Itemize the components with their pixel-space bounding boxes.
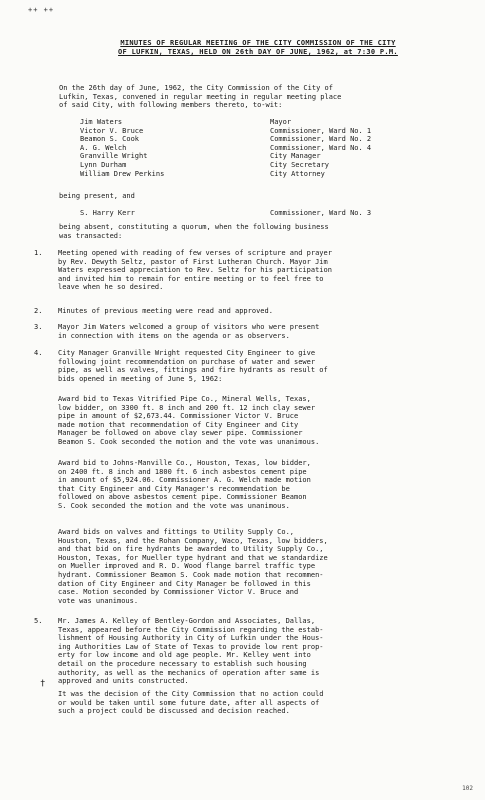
intro-paragraph: On the 26th day of June, 1962, the City Commission of the City of Lufkin, Texas, convened in regular meeting in regular meeting place of said City, with following members thereto, to-wit: [59,84,342,110]
member-name: Beamon S. Cook [80,135,140,144]
item-number: 1. [34,249,43,257]
minutes-title [78,39,438,56]
item-text: Meeting opened with reading of few verses of scripture and prayer by Rev. Dewyth Seltz, pastor of First Lutheran Church. Mayor Jim Waters expressed appreciation to Rev. Seltz for his participation and invited him to remain for entire meeting or to feel free to leave when he so desired. [58,249,332,292]
member-row [80,135,371,144]
item-text: Mr. James A. Kelley of Bentley-Gordon and Associates, Dallas, Texas, appeared before the City Commission regarding the estab- lishment of Housing Authority in City of Lufkin under the Hous- ing Authorities Law of State of Texas to provide low rent prop- erty for low income and old age people. Mr. Kelley went into detail on the procedure necessary to establish such housing authority, as well as the mechanics of operation after same is approved and units constructed. [58,617,324,686]
item-number: 5. [34,617,43,625]
member-row [80,161,371,170]
item-number: 2. [34,307,43,315]
members-present-list [80,118,371,178]
member-row [80,152,371,161]
member-name: Jim Waters [80,118,123,126]
member-name: A. G. Welch [80,143,127,152]
member-title: Commissioner, Ward No. 2 [270,135,372,144]
item-5-decision: It was the decision of the City Commission that no action could or would be taken until some future date, after all aspects of such a project could be discussed and decision reached. [58,690,324,716]
item-4-award-clay-pipe: Award bid to Texas Vitrified Pipe Co., Mineral Wells, Texas, low bidder, on 3300 ft. 8 inch and 200 ft. 12 inch clay sewer pipe in amount of $2,673.44. Commissioner Victor V. Bruce made motion that recommendation of City Engineer and City Manager be followed on above clay sewer pipe. Commissioner Beamon S. Cook seconded the motion and the vote was unanimous. [58,395,320,446]
quorum-text: being absent, constituting a quorum, when the following business was transacted: [59,223,329,240]
margin-mark: † [40,679,46,689]
present-text: being present, and [59,192,135,200]
member-row [80,118,371,127]
member-title: City Secretary [270,160,330,169]
title-line-2: OF LUFKIN, TEXAS, HELD ON 26th DAY OF JUNE, 1962, at 7:30 P.M. [118,47,398,56]
member-name: Granville Wright [80,152,148,161]
item-text: City Manager Granville Wright requested City Engineer to give following joint recommendation on purchase of water and sewer pipe, as well as valves, fittings and fire hydrants as result of bids opened in meeting of June 5, 1962: [58,349,328,383]
item-number: 3. [34,323,43,331]
item-4-award-valves-hydrants: Award bids on valves and fittings to Utility Supply Co., Houston, Texas, and the Rohan Company, Waco, Texas, low bidders, and that bid on fire hydrants be awarded to Utility Supply Co., Houston, Texas, for Mueller type hydrant and that we standardize on Mueller improved and R. D. Wood flange barrel traffic type hydrant. Commissioner Beamon S. Cook made motion that recommen- dation of City Engineer and City Manager be followed in this case. Motion seconded by Commissioner Victor V. Bruce and vote was unanimous. [58,528,328,605]
header-mark: ++ ++ [28,6,55,14]
member-title: City Manager [270,152,321,161]
member-row [80,127,371,136]
member-title: Commissioner, Ward No. 4 [270,143,372,152]
absent-member-title: Commissioner, Ward No. 3 [270,209,372,217]
member-title: City Attorney [270,169,325,178]
member-row [80,144,371,153]
member-row [80,170,371,179]
absent-member-name: S. Harry Kerr [80,209,135,217]
member-name: William Drew Perkins [80,169,165,178]
member-name: Lynn Durham [80,160,127,169]
page-footer-number: 102 [462,785,473,793]
member-title: Commissioner, Ward No. 1 [270,126,372,135]
item-text: Minutes of previous meeting were read and approved. [58,307,273,315]
absent-member-row [80,209,371,218]
member-title: Mayor [270,118,292,126]
item-number: 4. [34,349,43,357]
member-name: Victor V. Bruce [80,126,144,135]
item-4-award-asbestos-pipe: Award bid to Johns-Manville Co., Houston, Texas, low bidder, on 2400 ft. 8 inch and 1800 ft. 6 inch asbestos cement pipe in amount of $5,924.06. Commissioner A. G. Welch made motion that City Engineer and City Manager's recommendation be followed on above asbestos cement pipe. Commissioner Beamon S. Cook seconded the motion and the vote was unanimous. [58,459,311,510]
title-line-1: MINUTES OF REGULAR MEETING OF THE CITY COMMISSION OF THE CITY [120,39,396,47]
item-text: Mayor Jim Waters welcomed a group of visitors who were present in connection with items on the agenda or as observers. [58,323,320,340]
